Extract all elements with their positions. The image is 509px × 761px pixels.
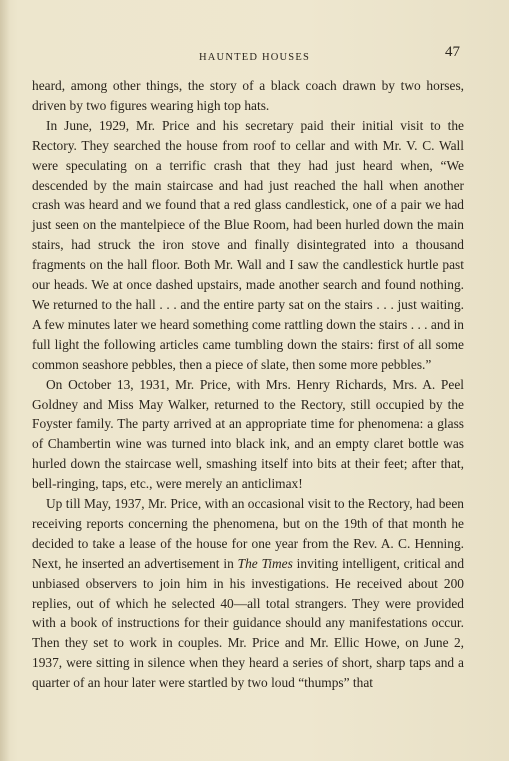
paragraph-1929-visit: In June, 1929, Mr. Price and his secretary paid their initial visit to the Rectory. They searched the house from roof to cellar and with Mr. V. C. Wall were speculating on a terrific crash that they had just heard when, “We descended by the main staircase and had just reached the hall when another crash was heard and we found that a red glass candlestick, one of a pair we had just seen on the mantelpiece of the Blue Room, had been hurled down the main stairs, had struck the iron stove and finally disintegrated into a thousand fragments on the hall floor. Both Mr. Wall and I saw the candlestick hurtle past our heads. We at once dashed upstairs, made another search and found nothing. We returned to the hall . . . and the entire party sat on the stairs . . . just waiting. A few minutes later we heard something come rattling down the stairs . . . and in full light the following articles came tumbling down the stairs: first of all some common seashore pebbles, then a piece of slate, then some more pebbles.” [32,117,464,372]
page-number: 47 [445,44,460,60]
paragraph-continuation: heard, among other things, the story of a black coach drawn by two horses, driven by two figures wearing high top hats. [32,78,464,113]
running-head: HAUNTED HOUSES [198,52,310,63]
newspaper-title: The Times [237,555,293,571]
paragraph-1931-visit: On October 13, 1931, Mr. Price, with Mrs. Henry Richards, Mrs. A. Peel Goldney and Miss May Walker, returned to the Rectory, still occupied by the Foyster family. The party arrived at an appropriate time for phenomena: a glass of Chambertin wine was turned into black ink, and an empty claret bottle was hurled down the staircase well, smashing itself into bits at their feet; after that, bell-ringing, taps, etc., were merely an anticlimax! [32,376,464,492]
body-text [32,76,464,693]
paragraph-1937-text-after: inviting intelligent, critical and unbiased observers to join him in his investigations. He received about 200 replies, out of which he selected 40—all total strangers. They were provided with a book of instructions for their guidance should any manifestations occur. Then they set to work in couples. Mr. Price and Mr. Ellic Howe, on June 2, 1937, were sitting in silence when they heard a series of short, sharp taps and a quarter of an hour later were startled by two loud “thumps” that [32,555,465,691]
paragraph-1937-lease [32,494,464,693]
paragraph-1937-text-before: Up till May, 1937, Mr. Price, with an occasional visit to the Rectory, had been receiving reports concerning the phenomena, but on the 19th of that month he decided to take a lease of the house for one year from the Rev. A. C. Henning. Next, he inserted an advertisement in [32,496,464,571]
gutter-shadow [0,0,10,761]
